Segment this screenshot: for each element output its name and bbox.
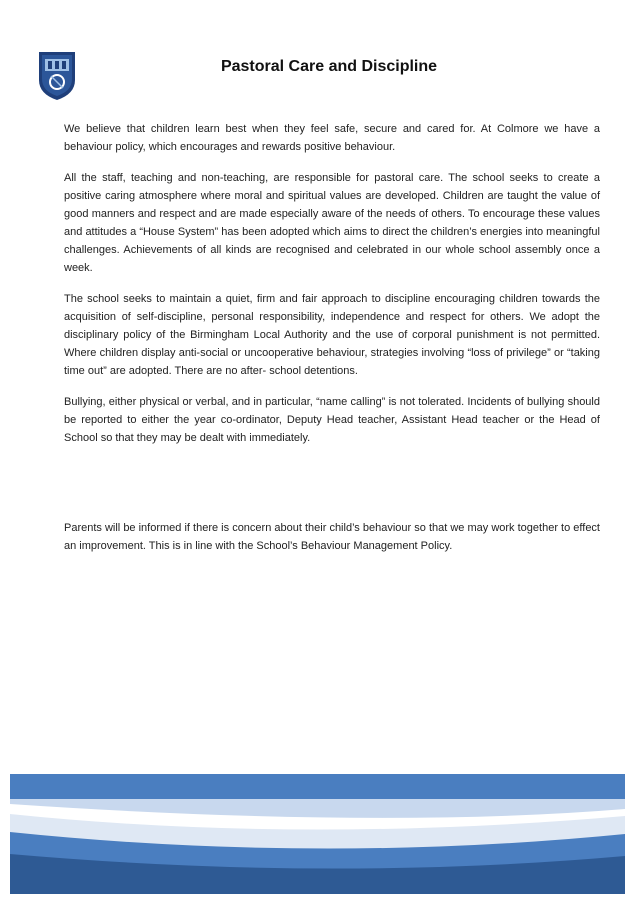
page-title: Pastoral Care and Discipline	[220, 58, 438, 75]
paragraph-bullying: Bullying, either physical or verbal, and in particular, “name calling” is not tolerated. Incidents of bullying should be reported to either the year co-ordinator, Deputy Head teacher, Assistant Head teacher or the Head of School so that they may be dealt with immediately.	[64, 396, 600, 444]
paragraph-discipline: The school seeks to maintain a quiet, firm and fair approach to discipline encouraging children towards the acquisition of self-discipline, personal responsibility, independence and respect for others. We adopt the disciplinary policy of the Birmingham Local Authority and the use of corporal punishment is not permitted. Where children display anti-social or uncooperative behaviour, strategies involving “loss of privilege” or “taking time out” are adopted. There are no after- school detentions.	[64, 293, 600, 377]
footer-wave-decoration	[0, 774, 638, 904]
body-text	[64, 120, 600, 568]
paragraph-intro: We believe that children learn best when they feel safe, secure and cared for. At Colmore we have a behaviour policy, which encourages and rewards positive behaviour.	[64, 123, 600, 153]
paragraph-parents: Parents will be informed if there is concern about their child’s behaviour so that we may work together to effect an improvement. This is in line with the School’s Behaviour Management Policy.	[64, 522, 600, 552]
paragraph-pastoral-care: All the staff, teaching and non-teaching, are responsible for pastoral care. The school seeks to create a positive caring atmosphere where moral and spiritual values are developed. Children are taught the value of good manners and respect and are made especially aware of the needs of others. To encourage these values and attitudes a “House System” has been adopted which aims to direct the children’s energies into meaningful challenges. Achievements of all kinds are recognised and celebrated in our whole school assembly once a week.	[64, 172, 600, 274]
